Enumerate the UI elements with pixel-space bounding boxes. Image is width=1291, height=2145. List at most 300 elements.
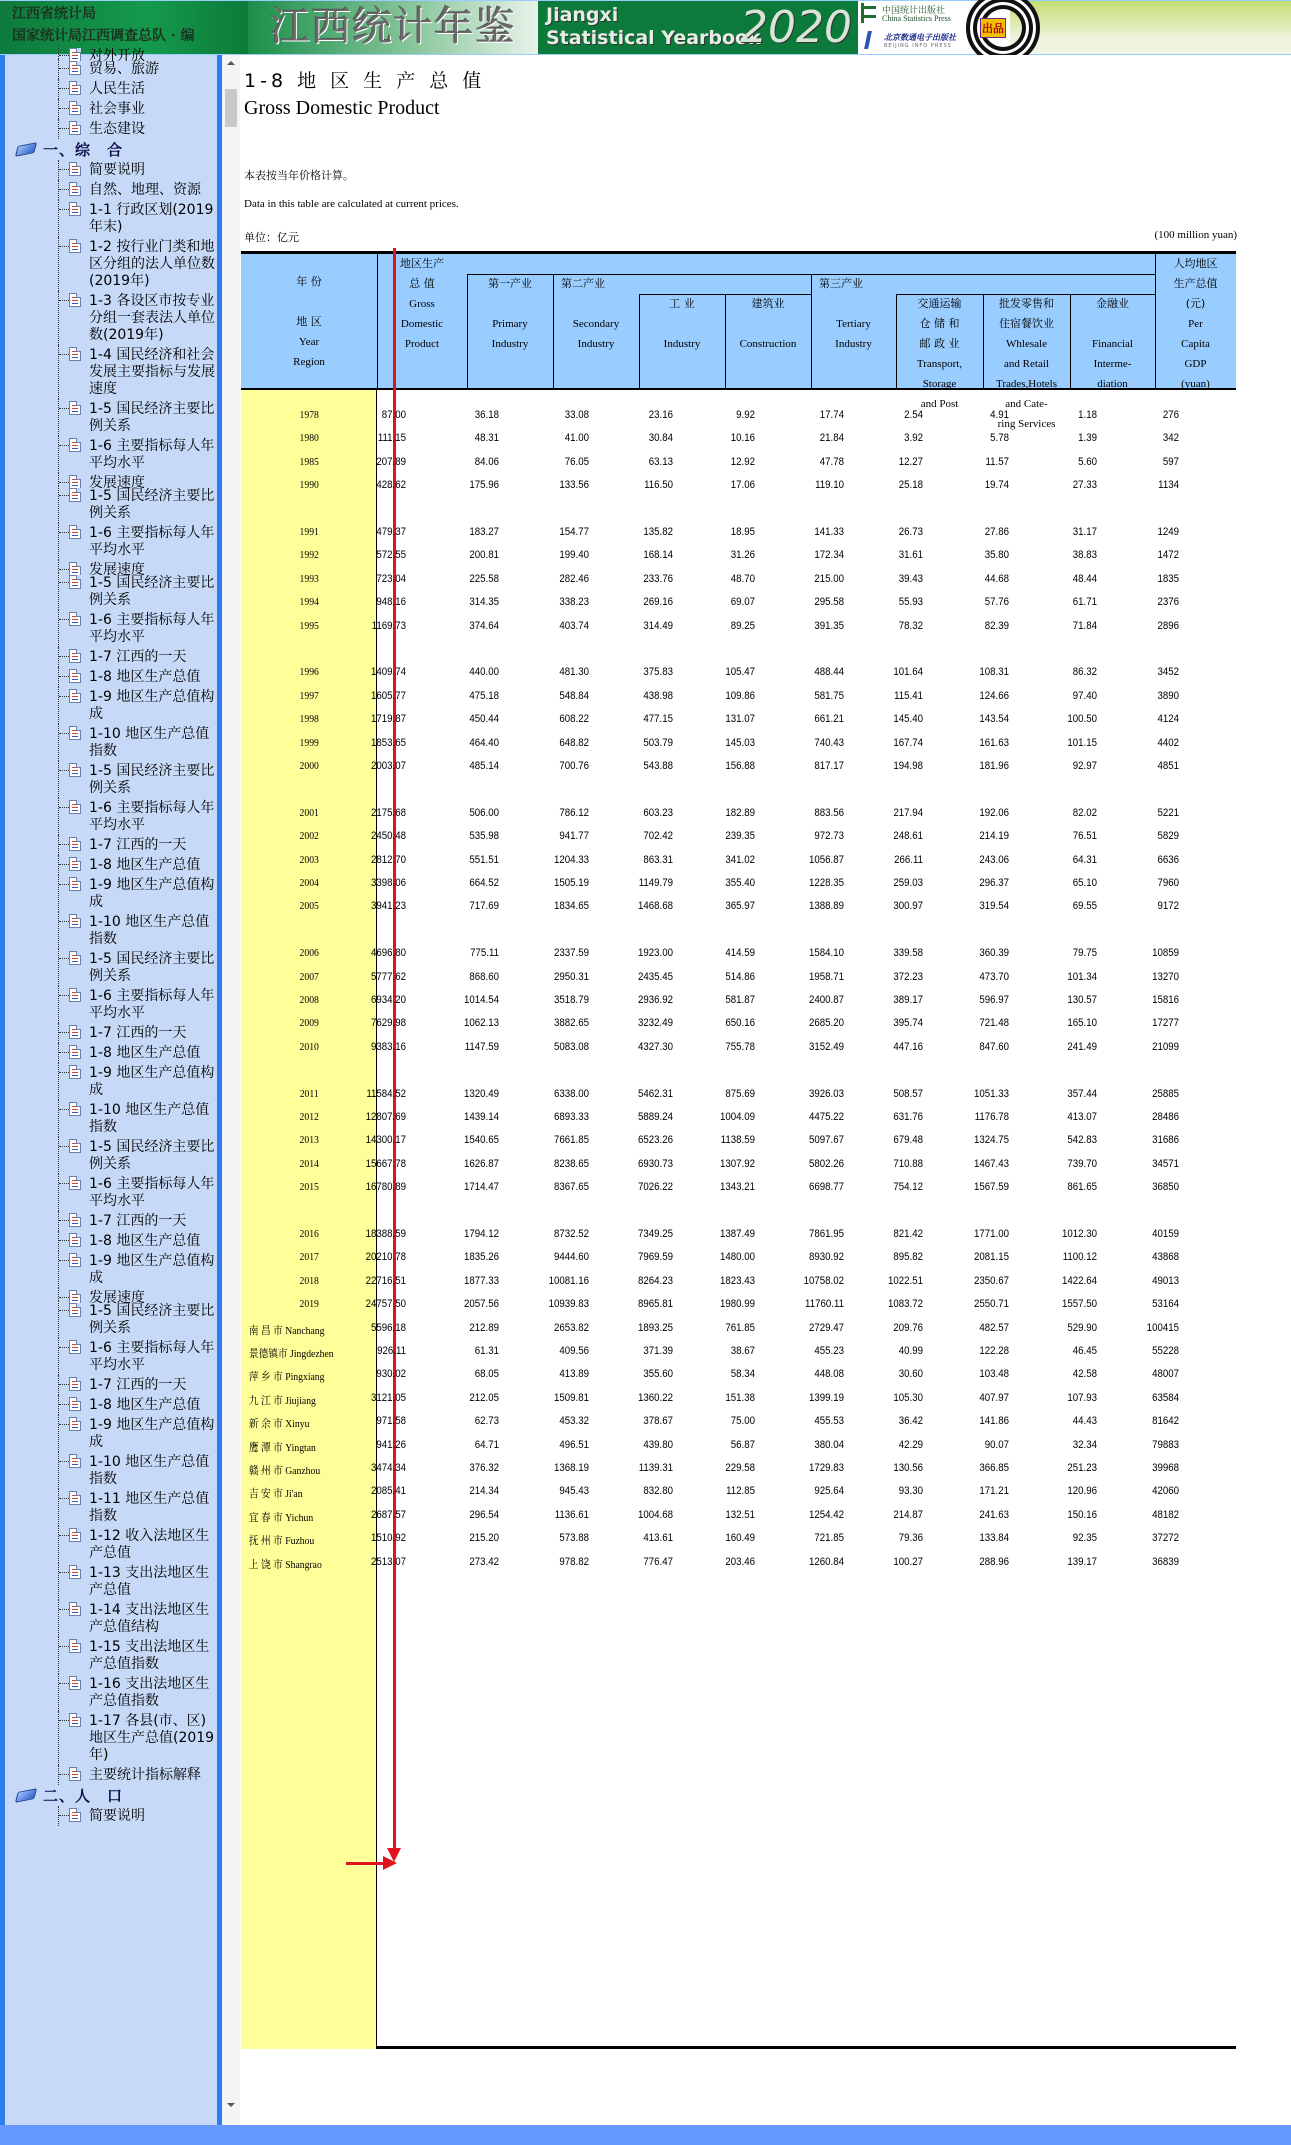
table-cell: 82.39: [984, 619, 1009, 632]
document-icon: [69, 121, 81, 135]
region-label: 景德镇市 Jingdezhen: [248, 1348, 334, 1360]
table-cell: 378.67: [643, 1415, 673, 1428]
tree-item[interactable]: [5, 473, 217, 491]
table-cell: 3398.06: [371, 877, 406, 889]
table-cell: 485.14: [469, 760, 499, 772]
tree-item-label: 1-8 地区生产总值: [89, 857, 201, 873]
tree-item[interactable]: [5, 1338, 217, 1375]
tree-section[interactable]: [5, 1785, 217, 1806]
table-row: [241, 994, 1179, 1014]
tree-item[interactable]: [5, 523, 217, 560]
unit-en: (100 million yuan): [1154, 229, 1237, 241]
table-cell: 12807.69: [365, 1111, 406, 1123]
tree-connector: [58, 99, 59, 119]
table-cell: 44.68: [984, 572, 1009, 585]
year-label: 2002: [299, 830, 319, 843]
table-cell: 631.76: [893, 1111, 923, 1123]
document-icon: [69, 1639, 81, 1653]
document-icon: [69, 525, 81, 539]
year-label: 1995: [299, 619, 319, 632]
table-cell: 508.57: [893, 1087, 923, 1100]
table-row: [241, 1462, 1179, 1482]
press-1-cn: 中国统计出版社: [882, 6, 946, 16]
tree-item-label: 1-2 按行业门类和地区分组的法人单位数(2019年): [89, 239, 215, 289]
table-cell: 28486: [1152, 1111, 1179, 1123]
table-cell: 464.40: [469, 736, 499, 749]
tree-connector: [58, 1288, 59, 1301]
yearbook-title-en-1: Jiangxi: [546, 4, 619, 26]
tree-item[interactable]: [5, 949, 217, 986]
tree-item[interactable]: [5, 436, 217, 473]
tree-item[interactable]: [5, 237, 217, 291]
table-cell: 139.17: [1067, 1555, 1097, 1568]
tree-item[interactable]: [5, 99, 217, 119]
table-cell: 1138.59: [720, 1134, 755, 1147]
header-primary: 第一产业 Primary Industry: [488, 277, 532, 350]
tree-item[interactable]: [5, 291, 217, 345]
table-cell: 27.86: [984, 526, 1009, 538]
region-label: 宜 春 市 Yichun: [248, 1511, 314, 1524]
table-cell: 182.89: [725, 806, 755, 819]
table-cell: 861.65: [1067, 1181, 1097, 1194]
table-cell: 6934.20: [371, 994, 406, 1006]
table-cell: 200.81: [469, 549, 499, 562]
table-cell: 194.98: [893, 760, 923, 772]
tree-item[interactable]: [5, 200, 217, 237]
table-cell: 1056.87: [808, 853, 844, 866]
tree-connector: [58, 949, 59, 986]
tree-item[interactable]: [5, 1137, 217, 1174]
table-cell: 47.78: [819, 455, 844, 468]
table-cell: 1794.12: [463, 1228, 499, 1240]
table-cell: 3926.03: [808, 1087, 844, 1100]
table-cell: 2350.67: [973, 1274, 1009, 1287]
table-cell: 30.84: [648, 432, 673, 445]
table-cell: 8930.92: [808, 1251, 844, 1264]
tree-connector: [58, 291, 59, 345]
table-cell: 44.43: [1072, 1415, 1097, 1428]
tree-item[interactable]: [5, 761, 217, 798]
table-cell: 1083.72: [888, 1298, 923, 1311]
tree-item-label: 1-15 支出法地区生产总值指数: [89, 1639, 210, 1672]
table-cell: 31.26: [730, 549, 755, 562]
tree-item[interactable]: [5, 486, 217, 523]
tree-item[interactable]: [5, 59, 217, 79]
scroll-down-arrow-icon[interactable]: [227, 2103, 235, 2107]
tree-item-label: 1-5 国民经济主要比例关系: [89, 1139, 215, 1172]
region-label: 南 昌 市 Nanchang: [248, 1324, 325, 1337]
table-cell: 664.52: [469, 877, 499, 889]
table-cell: 775.11: [470, 947, 499, 960]
table-cell: 1893.25: [638, 1321, 673, 1334]
document-icon: [69, 61, 81, 75]
table-cell: 248.61: [893, 830, 923, 843]
tree-item[interactable]: [5, 912, 217, 949]
publisher-line-2: 国家统计局江西调查总队 · 编: [12, 28, 195, 44]
tree-item[interactable]: [5, 1563, 217, 1600]
table-row: [241, 1532, 1179, 1552]
table-cell: 1249: [1157, 526, 1179, 538]
tree-item-label: 1-9 地区生产总值构成: [89, 877, 215, 910]
table-row: [241, 1415, 1179, 1435]
year-label: 1993: [299, 572, 319, 585]
tree-connector: [58, 610, 59, 647]
region-label: 鹰 潭 市 Yingtan: [248, 1441, 316, 1454]
year-label: 2004: [299, 877, 319, 889]
table-cell: 440.00: [469, 666, 499, 679]
table-cell: 7661.85: [554, 1134, 589, 1147]
table-cell: 42.58: [1072, 1368, 1097, 1381]
table-cell: 930.02: [376, 1368, 406, 1381]
document-icon: [69, 81, 81, 95]
scroll-up-arrow-icon[interactable]: [227, 61, 235, 65]
table-cell: 9.92: [736, 409, 755, 421]
tree-item[interactable]: [5, 667, 217, 687]
tree-item[interactable]: [5, 345, 217, 399]
tree-item[interactable]: [5, 1174, 217, 1211]
table-cell: 1771.00: [973, 1228, 1009, 1240]
tree-item[interactable]: [5, 1100, 217, 1137]
tree-item[interactable]: [5, 1674, 217, 1711]
table-cell: 375.83: [643, 666, 673, 679]
table-cell: 36850: [1152, 1181, 1179, 1194]
tree-connector: [58, 399, 59, 436]
table-cell: 282.46: [559, 572, 589, 585]
table-cell: 251.23: [1067, 1462, 1097, 1474]
table-cell: 259.03: [893, 877, 923, 889]
tree-item[interactable]: [5, 1415, 217, 1452]
table-cell: 7969.59: [638, 1251, 673, 1264]
document-icon: [69, 401, 81, 415]
tree-connector: [58, 1395, 59, 1415]
tree-item[interactable]: [5, 119, 217, 139]
year-label: 2008: [299, 994, 319, 1006]
table-cell: 9172: [1157, 900, 1179, 913]
table-cell: 18.95: [730, 526, 755, 538]
table-cell: 1729.83: [808, 1462, 844, 1474]
table-cell: 2513.07: [371, 1555, 406, 1568]
table-cell: 4851: [1157, 760, 1179, 772]
table-cell: 122.28: [979, 1345, 1009, 1357]
table-cell: 165.10: [1067, 1017, 1097, 1030]
page-title-cn: 1-8 地 区 生 产 总 值: [244, 70, 486, 92]
tree-item[interactable]: [5, 1711, 217, 1765]
year-label: 2015: [299, 1181, 319, 1194]
year-label: 1985: [299, 455, 319, 468]
table-cell: 39968: [1152, 1462, 1179, 1474]
document-icon: [69, 1713, 81, 1727]
table-cell: 355.40: [725, 877, 755, 889]
table-cell: 101.34: [1067, 970, 1097, 983]
table-cell: 18388.59: [365, 1228, 406, 1240]
table-cell: 447.16: [893, 1040, 923, 1053]
tree-item[interactable]: [5, 687, 217, 724]
document-icon: [69, 669, 81, 683]
table-cell: 9444.60: [554, 1251, 589, 1264]
table-cell: 548.84: [559, 689, 589, 702]
tree-connector: [58, 79, 59, 99]
table-cell: 1834.65: [554, 900, 589, 913]
table-cell: 101.64: [893, 666, 923, 679]
table-cell: 1360.22: [638, 1391, 673, 1404]
tree-connector: [58, 1231, 59, 1251]
table-cell: 650.16: [725, 1017, 755, 1030]
tree-connector: [58, 761, 59, 798]
table-row: [241, 1134, 1179, 1154]
tree-item[interactable]: [5, 1023, 217, 1043]
table-cell: 573.88: [559, 1532, 589, 1545]
table-cell: 133.56: [559, 479, 589, 492]
document-icon: [69, 1139, 81, 1153]
table-cell: 38.67: [730, 1345, 755, 1357]
table-cell: 16780.89: [365, 1181, 406, 1194]
table-row: [241, 1251, 1179, 1271]
document-icon: [69, 1213, 81, 1227]
table-cell: 86.32: [1072, 666, 1097, 679]
table-cell: 1012.30: [1061, 1228, 1097, 1240]
table-cell: 172.34: [814, 549, 844, 562]
table-cell: 2175.68: [371, 806, 406, 819]
table-cell: 5777.62: [371, 970, 406, 983]
table-cell: 380.04: [814, 1438, 844, 1451]
table-cell: 3882.65: [554, 1017, 589, 1030]
table-cell: 103.48: [979, 1368, 1009, 1381]
table-cell: 945.43: [559, 1485, 589, 1498]
table-cell: 17.74: [819, 409, 844, 421]
table-cell: 863.31: [643, 853, 673, 866]
tree-item[interactable]: [5, 1395, 217, 1415]
table-cell: 167.74: [893, 736, 923, 749]
tree-item[interactable]: [5, 724, 217, 761]
table-cell: 439.80: [643, 1438, 673, 1451]
table-cell: 10758.02: [803, 1274, 844, 1287]
table-cell: 413.89: [559, 1368, 589, 1381]
header-secondary: 第二产业 Secondary Industry: [561, 277, 620, 350]
table-cell: 199.40: [559, 549, 589, 562]
table-cell: 171.21: [979, 1485, 1009, 1498]
table-cell: 596.97: [979, 994, 1009, 1006]
tree-item[interactable]: [5, 1637, 217, 1674]
table-row: [241, 970, 1179, 991]
tree-item[interactable]: [5, 1526, 217, 1563]
table-row: [241, 1274, 1179, 1295]
table-cell: 1439.14: [463, 1111, 499, 1123]
table-cell: 2896: [1157, 619, 1179, 632]
tree-item-label: 1-1 行政区划(2019年末): [89, 202, 214, 235]
year-label: 2009: [299, 1017, 319, 1030]
table-row: [241, 1321, 1179, 1342]
scroll-thumb[interactable]: [225, 89, 237, 127]
table-cell: 1467.43: [973, 1157, 1009, 1170]
tree-item[interactable]: [5, 1375, 217, 1395]
tree-item[interactable]: [5, 1600, 217, 1637]
table-cell: 175.96: [469, 479, 499, 492]
tree-connector: [58, 486, 59, 523]
sidebar-tree[interactable]: [0, 48, 222, 2125]
document-icon: [69, 1565, 81, 1579]
tree-item-label: 社会事业: [89, 101, 145, 117]
document-icon: [69, 202, 81, 216]
tree-item-label: 人民生活: [89, 81, 145, 97]
table-cell: 84.06: [474, 455, 499, 468]
tree-connector: [58, 986, 59, 1023]
table-cell: 1877.33: [463, 1274, 499, 1287]
tree-item[interactable]: [5, 1489, 217, 1526]
year-label: 2013: [299, 1134, 319, 1147]
tree-item-label: 1-10 地区生产总值指数: [89, 1454, 210, 1487]
region-label: 抚 州 市 Fuzhou: [248, 1535, 315, 1548]
document-icon: [69, 857, 81, 871]
table-cell: 296.54: [469, 1508, 499, 1521]
document-icon: [69, 182, 81, 196]
tree-item-label: 1-12 收入法地区生产总值: [89, 1528, 210, 1561]
table-cell: 156.88: [725, 760, 755, 772]
table-cell: 496.51: [559, 1438, 589, 1451]
header-construction: 建筑业 Construction: [739, 297, 797, 350]
table-cell: 141.33: [814, 526, 844, 538]
table-cell: 49013: [1152, 1274, 1179, 1287]
table-cell: 581.87: [725, 994, 755, 1006]
tree-connector: [58, 1711, 59, 1765]
table-cell: 1100.12: [1062, 1251, 1097, 1264]
document-icon: [69, 1065, 81, 1079]
table-cell: 10859: [1152, 947, 1179, 960]
note-en: Data in this table are calculated at current prices.: [244, 198, 459, 210]
tree-connector: [58, 1674, 59, 1711]
tree-item[interactable]: [5, 180, 217, 200]
table-cell: 61.31: [474, 1345, 499, 1357]
table-cell: 1980.99: [719, 1298, 755, 1311]
table-cell: 5889.24: [638, 1111, 673, 1123]
tree-item[interactable]: [5, 798, 217, 835]
table-cell: 25.18: [898, 479, 923, 492]
table-cell: 296.37: [979, 877, 1009, 889]
tree-item[interactable]: [5, 647, 217, 667]
tree-item[interactable]: [5, 1288, 217, 1306]
table-cell: 8965.81: [638, 1298, 673, 1311]
tree-item[interactable]: [5, 79, 217, 99]
table-cell: 407.97: [979, 1391, 1009, 1404]
table-cell: 241.63: [979, 1508, 1009, 1521]
table-cell: 32.34: [1072, 1438, 1097, 1451]
table-cell: 365.97: [725, 900, 755, 913]
tree-item-label: 自然、地理、资源: [89, 182, 201, 198]
tree-item-label: 发展速度: [89, 475, 145, 491]
table-cell: 1510.92: [371, 1532, 406, 1545]
document-icon: [69, 1417, 81, 1431]
header-transport: 交通运输 仓 储 和 邮 政 业 Transport, Storage and Post: [916, 297, 963, 410]
table-cell: 3474.34: [371, 1462, 406, 1474]
table-cell: 12.92: [730, 455, 755, 468]
table-cell: 978.82: [559, 1555, 589, 1568]
tree-item[interactable]: [5, 855, 217, 875]
table-cell: 33.08: [564, 409, 589, 421]
table-row: [241, 689, 1179, 710]
tree-item-label: 1-7 江西的一天: [89, 1377, 187, 1393]
tree-connector: [58, 855, 59, 875]
tree-connector: [58, 1251, 59, 1288]
table-cell: 217.94: [893, 806, 923, 819]
main-scrollbar[interactable]: [222, 55, 240, 2125]
publisher-line-1: 江西省统计局: [12, 6, 96, 22]
tree-item[interactable]: [5, 1806, 217, 1826]
tree-item[interactable]: [5, 1231, 217, 1251]
tree-item-label: 1-8 地区生产总值: [89, 1045, 201, 1061]
table-cell: 776.47: [643, 1555, 673, 1568]
tree-item[interactable]: [5, 986, 217, 1023]
tree-item[interactable]: [5, 1301, 217, 1338]
table-row: [241, 1298, 1179, 1318]
year-label: 2010: [299, 1040, 319, 1053]
tree-connector: [58, 1063, 59, 1100]
year-label: 1999: [299, 736, 319, 749]
table-cell: 603.23: [643, 806, 673, 819]
table-row: [241, 1157, 1179, 1178]
tree-item[interactable]: [5, 1211, 217, 1231]
header-year-region: 年 份 地 区 Year Region: [293, 275, 325, 368]
table-cell: 101.15: [1067, 736, 1097, 749]
table-cell: 141.86: [979, 1415, 1009, 1428]
tree-item[interactable]: [5, 573, 217, 610]
tree-item[interactable]: [5, 160, 217, 180]
table-cell: 108.31: [979, 666, 1009, 679]
tree-item-label: 简要说明: [89, 1808, 145, 1824]
tree-item[interactable]: [5, 1251, 217, 1288]
table-cell: 243.06: [979, 853, 1009, 866]
tree-item-label: 1-13 支出法地区生产总值: [89, 1565, 210, 1598]
table-cell: 1004.09: [719, 1111, 755, 1123]
tree-item[interactable]: [5, 610, 217, 647]
table-cell: 4402: [1157, 736, 1179, 749]
table-cell: 75.00: [730, 1415, 755, 1428]
table-cell: 78.32: [898, 619, 923, 632]
tree-item[interactable]: [5, 835, 217, 855]
table-row: [241, 1391, 1179, 1412]
table-cell: 120.96: [1067, 1485, 1097, 1498]
table-cell: 145.03: [725, 736, 755, 749]
document-icon: [69, 239, 81, 253]
document-icon: [69, 951, 81, 965]
table-cell: 6893.33: [554, 1111, 589, 1123]
tree-section[interactable]: [5, 139, 217, 160]
table-cell: 2950.31: [554, 970, 589, 983]
table-cell: 3941.23: [371, 900, 406, 913]
table-cell: 9383.16: [371, 1040, 406, 1053]
tree-item[interactable]: [5, 46, 217, 64]
table-cell: 2550.71: [973, 1298, 1009, 1311]
tree-item[interactable]: [5, 875, 217, 912]
tree-item-label: 发展速度: [89, 1290, 145, 1306]
table-cell: 1062.13: [463, 1017, 499, 1030]
tree-item[interactable]: [5, 560, 217, 578]
tree-item[interactable]: [5, 399, 217, 436]
tree-item[interactable]: [5, 1043, 217, 1063]
table-cell: 721.85: [814, 1532, 844, 1545]
table-cell: 450.44: [469, 713, 499, 726]
table-cell: 1228.35: [808, 877, 844, 889]
tree-item[interactable]: [5, 1063, 217, 1100]
table-row: [241, 572, 1179, 593]
table-cell: 183.27: [469, 526, 499, 538]
table-cell: 64.31: [1072, 853, 1097, 866]
year-label: 2003: [299, 853, 319, 866]
tree-item[interactable]: [5, 1765, 217, 1785]
tree-item-label: 1-10 地区生产总值指数: [89, 726, 210, 759]
tree-item[interactable]: [5, 1452, 217, 1489]
table-cell: 1343.21: [719, 1181, 755, 1194]
tree-item-label: 1-6 主要指标每人年平均水平: [89, 800, 215, 833]
table-cell: 1204.33: [554, 853, 589, 866]
